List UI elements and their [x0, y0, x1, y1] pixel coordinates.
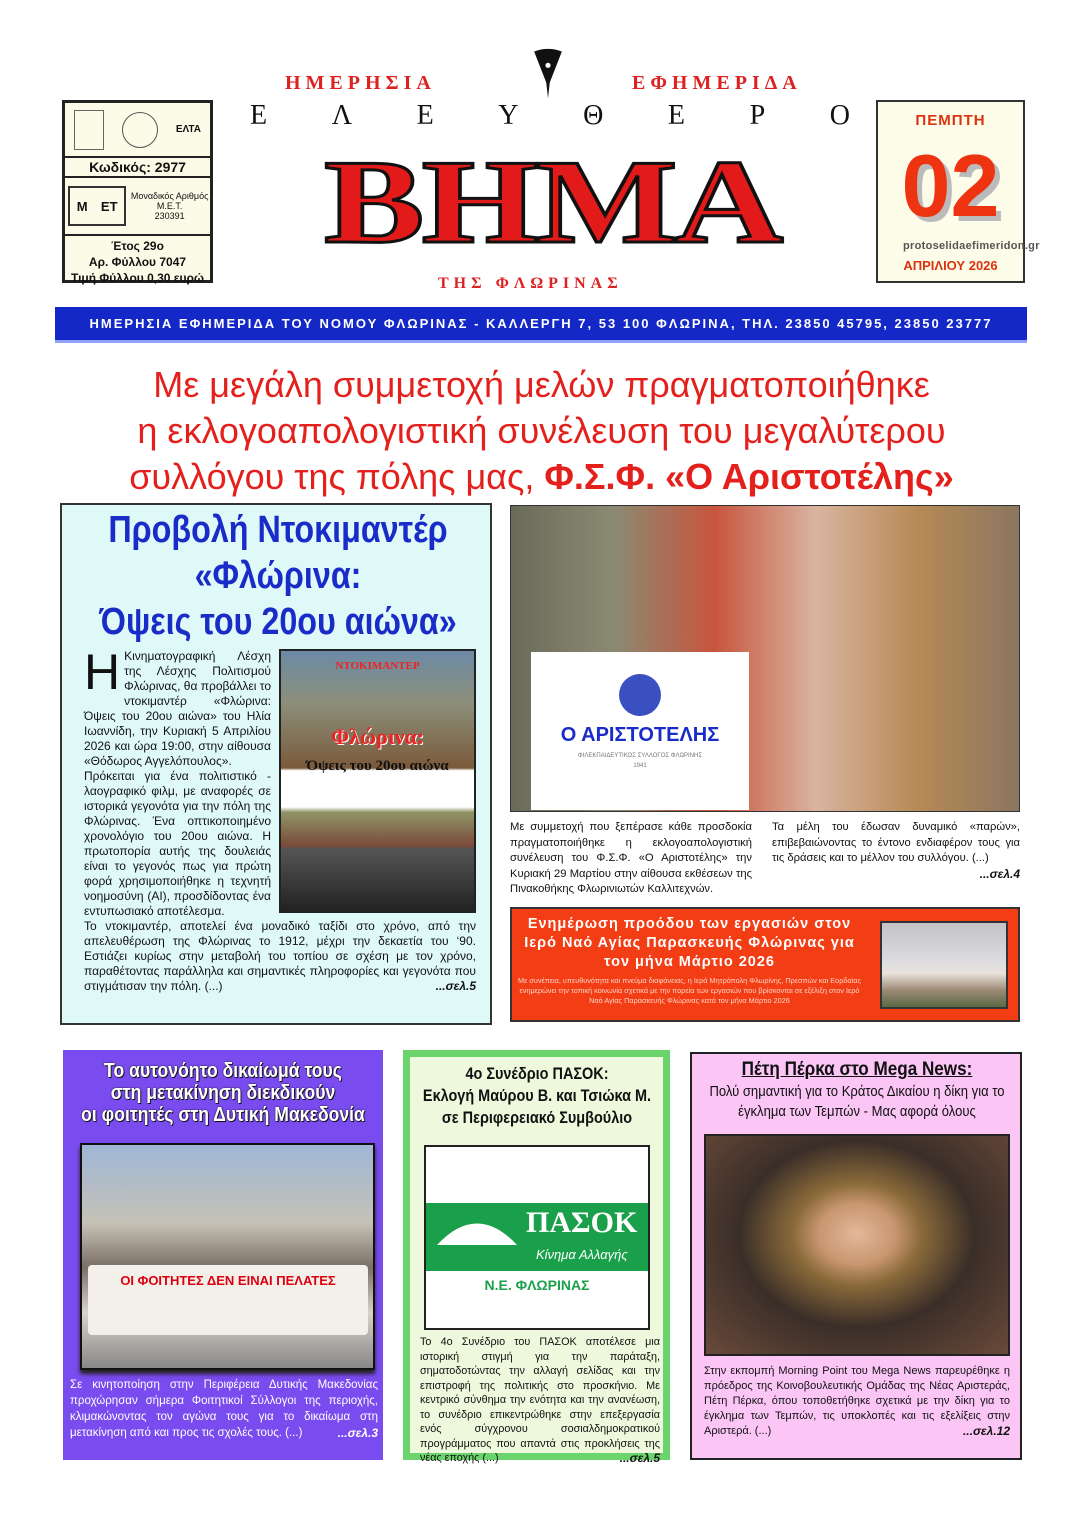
- poster-label: ΝΤΟΚΙΜΑΝΤΕΡ: [335, 660, 420, 672]
- protest-photo: [80, 1143, 375, 1370]
- price: Τιμή Φύλλου 0,30 ευρώ: [70, 271, 205, 285]
- aristotle-bust-icon: [619, 674, 661, 716]
- issue-number: Αρ. Φύλλου 7047: [88, 255, 187, 269]
- poster-title: Φλώρινα:: [330, 724, 425, 749]
- caption-right: Τα μέλη του έδωσαν δυναμικό «παρών», επιβεβαιώνοντας το έντονο ενδιαφέρον τους για τις δράσεις και το μέλλον του συλλόγου. (...) ...σελ.4: [772, 821, 1020, 881]
- pasok-article: [403, 1050, 670, 1465]
- book-letter: ΕΤ: [100, 198, 118, 214]
- postage-stamp: [74, 110, 104, 150]
- article-body: [84, 644, 476, 994]
- students-article: [63, 1050, 383, 1460]
- aristotelis-logo: [531, 652, 749, 810]
- pasok-title: 4ο Συνέδριο ΠΑΣΟΚ: Εκλογή Μαύρου Β. και Τσιώκα Μ. σε Περιφερειακό Συμβούλιο: [422, 1064, 652, 1127]
- weekday: ΠΕΜΠΤΗ: [915, 112, 986, 129]
- caption-left: Με συμμετοχή που ξεπέρασε κάθε προσδοκία πραγματοποιήθηκε η εκλογοαπολογιστική συνέλευση του Φ.Σ.Φ. «Ο Αριστοτέλης» την Κυριακή 29 Μαρτίου στην αίθουσα εκθέσεων της Πινακοθήκης Φλωρινιωτών Καλλιτεχνών.: [510, 821, 752, 895]
- documentary-poster: [279, 649, 476, 913]
- met-label: Μοναδικός Αριθμός Μ.Ε.Τ.: [130, 191, 209, 211]
- year: Έτος 29ο: [111, 239, 164, 253]
- sun-icon: [432, 1207, 522, 1247]
- watermark: protoselidaefimeridon.gr: [903, 240, 1040, 252]
- continue-link[interactable]: ...σελ.12: [962, 1424, 1010, 1438]
- church-title: Ενημέρωση προόδου των εργασιών στον Ιερό Ναό Αγίας Παρασκευής Φλώρινας για τον μήνα Μάρτιο 2026: [524, 916, 855, 970]
- perka-title: Πέτη Πέρκα στο Mega News:: [741, 1059, 973, 1080]
- masthead-daily: ΗΜΕΡΗΣΙΑ: [285, 72, 436, 94]
- logo-subtitle: ΦΙΛΕΚΠΑΙΔΕΥΤΙΚΟΣ ΣΥΛΛΟΓΟΣ ΦΛΩΡΙΝΗΣ: [577, 753, 703, 759]
- continue-link[interactable]: ...σελ.5: [619, 1451, 660, 1465]
- students-title: Το αυτονόητο δικαίωμά τους στη μετακίνηση διεκδικούν οι φοιτητές στη Δυτική Μακεδονία: [81, 1060, 365, 1126]
- church-article: [510, 907, 1020, 1022]
- poster-subtitle: Όψεις του 20ου αιώνα: [306, 758, 449, 774]
- logo-name: Ο ΑΡΙΣΤΟΤΕΛΗΣ: [560, 724, 720, 746]
- day-number: 02: [901, 136, 1000, 235]
- logo-year: 1941: [633, 763, 647, 769]
- documentary-article: [60, 503, 492, 1025]
- perka-photo: [704, 1134, 1010, 1356]
- church-text: Με συνέπεια, υπευθυνότητα και πνεύμα διαφάνειας, η Ιερά Μητρόπολη Φλωρίνης, Πρεσπών και Εορδαίας ενημερώνει την τοπική κοινωνία σχετικά με την πορεία των εργασιών που βρίσκονται σε εξέλιξη στον Ιερό Ναό Αγίας Παρασκευής Φλώρινας κατά τον μήνα Μάρτιο 2026: [518, 976, 861, 1005]
- newspaper-code: Κωδικός: 2977: [65, 158, 210, 178]
- book-icon: [68, 186, 126, 226]
- assembly-caption: [510, 820, 1020, 902]
- pasok-text: Το 4ο Συνέδριο του ΠΑΣΟΚ αποτέλεσε μια ιστορική στιγμή για την παράταξη, σηματοδοτώντας την αλλαγή σελίδας και την επιστροφή της πολιτικής στο προσκήνιο. Με κεντρικό σύνθημα την ενότητα και την ανανέωση, το συνέδριο επικεντρώθηκε στην επεξεργασία ενός σύγχρονου σοσιαλδημοκρατικού προγράμματος που απαντά στις προκλήσεις της νέας εποχής (...) ...σελ.5: [420, 1336, 660, 1465]
- elta-logo: ΕΛΤΑ: [175, 124, 201, 135]
- masthead-subtitle: ΤΗΣ ΦΛΩΡΙΝΑΣ: [438, 275, 623, 292]
- book-letter: Μ: [76, 198, 88, 214]
- headline-line: η εκλογοαπολογιστική συνέλευση του μεγαλύτερου: [137, 410, 946, 451]
- perka-text: Στην εκπομπή Morning Point του Mega News παρευρέθηκε η πρόεδρος της Κοινοβουλευτικής Ομάδας της Νέας Αριστεράς, Πέτη Πέρκα, όπου τοποθετήθηκε σχετικά με την δίκη για το έγκλημα των Τεμπών, τις υποκλοπές και τις εξελίξεις στην Αριστερά. (...) ...σελ.12: [704, 1365, 1010, 1438]
- pasok-local: Ν.Ε. ΦΛΩΡΙΝΑΣ: [484, 1277, 590, 1293]
- masthead-eleuthero: Ε Λ Ε Υ Θ Ε Ρ Ο: [250, 100, 850, 131]
- date-box: [876, 100, 1025, 283]
- church-photo: [880, 921, 1008, 1009]
- paragraph: Κινηματογραφική Λέσχη της Λέσχης Πολιτισμού Φλώρινας, θα προβάλλει το ντοκιμαντέρ «Φλώρινα: Όψεις του 20ου αιώνα» του Ηλία Ιωαννίδη, την Κυριακή 5 Απριλίου 2026 και ώρα 19:00, στην αίθουσα «Θόδωρος Αγγελόπουλος».: [84, 649, 271, 768]
- perka-subtitle: Πολύ σημαντική για το Κράτος Δικαίου η δίκη για το έγκλημα των Τεμπών - Μας αφορά όλους: [709, 1084, 1005, 1120]
- perka-article: [690, 1052, 1022, 1460]
- masthead-title: ΒΗΜΑ: [324, 135, 781, 268]
- paragraph: Το ντοκιμαντέρ, αποτελεί ένα μοναδικό ταξίδι στο χρόνο, από την απελευθέρωση της Φλώρινας το 1912, μέχρι την δεκαετία του ‘90. Εστιάζει κυρίως στην μεταβολή του τοπίου σε σχέση με τον χρόνο, παραθέτοντας παράλληλα και σημαντικές πληροφορίες και γεγονότα που στιγμάτισαν την πόλη. (...): [84, 919, 476, 993]
- main-headline: [40, 362, 1043, 500]
- students-text: Σε κινητοποίηση στην Περιφέρεια Δυτικής Μακεδονίας προχώρησαν σήμερα Φοιτητικοί Σύλλογοι της περιοχής, κλιμακώνοντας τον αγώνα τους για το δικαίωμα στη μετακίνηση από και προς τις σχολές τους. (...) ...σελ.3: [70, 1379, 378, 1440]
- month-year: ΑΠΡΙΛΙΟΥ 2026: [903, 258, 998, 273]
- continue-link[interactable]: ...σελ.5: [435, 979, 476, 993]
- pen-nib-icon: [528, 48, 568, 100]
- pasok-logo: [424, 1145, 650, 1330]
- paragraph: Πρόκειται για ένα πολιτιστικό - λαογραφικό φιλμ, με αναφορές σε ιστορικά γεγονότα για την πόλη της Φλώρινας. Ένα οπτικοποιημένο χρονολόγιο του 20ου αιώνα. Η πρωτοπορία αυτής της δουλειάς είναι το γεγονός πως για πρώτη φορά χρησιμοποιήθηκε η τεχνητή νοημοσύνη (AI), προσδίδοντας ένα εντυπωσιακό αποτέλεσμα.: [84, 769, 271, 918]
- headline-line: συλλόγου της πόλης μας, Φ.Σ.Φ. «Ο Αριστοτέλης»: [129, 456, 954, 497]
- address-bar: ΗΜΕΡΗΣΙΑ ΕΦΗΜΕΡΙΔΑ ΤΟΥ ΝΟΜΟΥ ΦΛΩΡΙΝΑΣ - ΚΑΛΛΕΡΓΗ 7, 53 100 ΦΛΩΡΙΝΑ, ΤΗΛ. 23850 45795, 23850 23777: [55, 307, 1027, 343]
- pasok-logo-sub: Κίνημα Αλλαγής: [536, 1247, 628, 1262]
- pasok-logo-name: ΠΑΣΟΚ: [526, 1206, 638, 1239]
- masthead-newspaper: ΕΦΗΜΕΡΙΔΑ: [632, 72, 802, 94]
- headline-line: Με μεγάλη συμμετοχή μελών πραγματοποιήθηκε: [153, 364, 930, 405]
- protest-banner: ΟΙ ΦΟΙΤΗΤΕΣ ΔΕΝ ΕΙΝΑΙ ΠΕΛΑΤΕΣ: [88, 1265, 368, 1335]
- met-number: 230391: [154, 211, 185, 221]
- seal-stamp: [122, 112, 158, 148]
- article-title: Προβολή Ντοκιμαντέρ «Φλώρινα: Όψεις του 20ου αιώνα»: [99, 509, 457, 643]
- drop-cap: Η: [84, 644, 121, 700]
- assembly-photo: [510, 505, 1020, 812]
- headline-emphasis: Φ.Σ.Φ. «Ο Αριστοτέλης»: [544, 456, 954, 497]
- continue-link[interactable]: ...σελ.4: [979, 866, 1020, 881]
- continue-link[interactable]: ...σελ.3: [337, 1426, 378, 1440]
